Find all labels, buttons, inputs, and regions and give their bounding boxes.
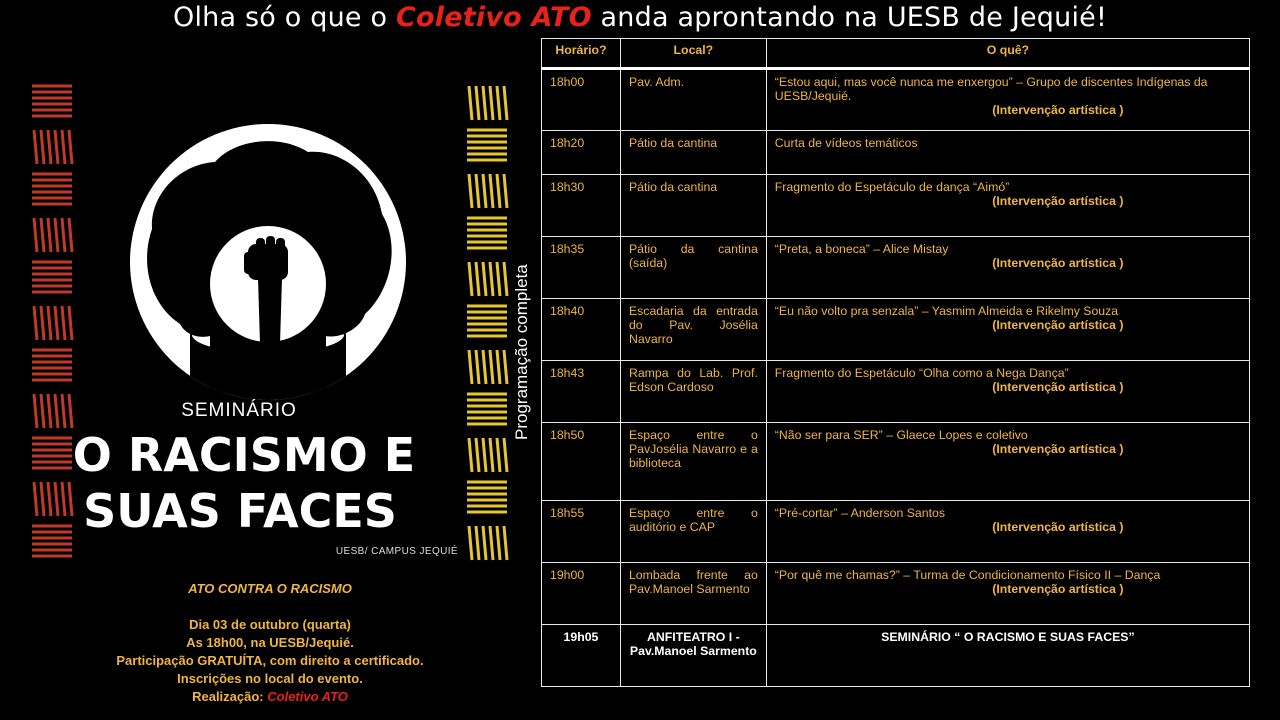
row-time: 18h35 (542, 237, 621, 299)
event-registration: Inscrições no local do evento. (177, 671, 363, 686)
row-note: (Intervenção artística ) (992, 380, 1124, 394)
stripe-dash (55, 306, 58, 340)
row-time: 18h43 (542, 361, 621, 423)
row-what (766, 501, 1249, 563)
stripe-dash (504, 86, 507, 120)
row-what-text: “Estou aqui, mas você nunca me enxergou” – Grupo de discentes Indígenas da UESB/Jequié. (774, 75, 1208, 103)
event-time: As 18h00, na UESB/Jequié. (186, 635, 354, 650)
row-time: 18h55 (542, 501, 621, 563)
row-what (766, 175, 1249, 237)
realization-brand: Coletivo ATO (267, 689, 348, 704)
stripe-dash (504, 174, 507, 208)
realization-label: Realização: (192, 689, 268, 704)
row-time: 18h40 (542, 299, 621, 361)
stripe-dash (483, 262, 486, 296)
header-place: Local? (620, 39, 766, 69)
schedule-table (541, 38, 1250, 687)
table-row-final (542, 625, 1250, 687)
row-time: 19h00 (542, 563, 621, 625)
row-note: (Intervenção artística ) (992, 194, 1124, 208)
header-what: O quê? (766, 39, 1249, 69)
stripe-dash (490, 262, 493, 296)
row-time: 18h20 (542, 131, 621, 175)
row-place: Pátio da cantina (620, 131, 766, 175)
stripe-dash (483, 174, 486, 208)
stripe-dash (34, 306, 37, 340)
row-what-text: Curta de vídeos temáticos (774, 136, 918, 150)
row-place: Escadaria da entrada do Pav. Josélia Navarro (620, 299, 766, 361)
row-what-text: “Por quê me chamas?” – Turma de Condicionamento Físico II – Dança (774, 568, 1161, 582)
table-row (542, 175, 1250, 237)
row-note: (Intervenção artística ) (992, 582, 1124, 596)
header-time: Horário? (542, 39, 621, 69)
event-date: Dia 03 de outubro (quarta) (189, 617, 351, 632)
stripe-dash (483, 86, 486, 120)
row-what-text: Fragmento do Espetáculo “Olha como a Nega Dança” (774, 366, 1069, 380)
stripe-dash (34, 218, 37, 252)
row-what (766, 131, 1249, 175)
row-note: (Intervenção artística ) (992, 103, 1124, 117)
table-row (542, 423, 1250, 501)
stripe-dash (41, 130, 44, 164)
title-brand: Coletivo ATO (396, 2, 592, 33)
stripe-dash (62, 218, 65, 252)
row-what (766, 361, 1249, 423)
seminar-poster (28, 76, 510, 572)
row-what-text: “Preta, a boneca” – Alice Mistay (774, 242, 949, 256)
event-info (60, 580, 480, 706)
stripe-dash (504, 526, 507, 560)
poster-title-line1: O RACISMO E (72, 428, 416, 482)
stripe-dash (497, 438, 500, 472)
stripe-dash (476, 174, 479, 208)
row-place: Pátio da cantina (620, 175, 766, 237)
stripe-dash (69, 218, 72, 252)
stripe-dash (497, 526, 500, 560)
row-what (766, 69, 1249, 131)
row-what (766, 423, 1249, 501)
event-realization (60, 688, 480, 706)
row-place: Lombada frente ao Pav.Manoel Sarmento (620, 563, 766, 625)
stripe-dash (497, 350, 500, 384)
table-row (542, 563, 1250, 625)
stripe-dash (476, 262, 479, 296)
row-what-text: “Eu não volto pra senzala” – Yasmim Almeida e Rikelmy Souza (774, 304, 1119, 318)
row-what: SEMINÁRIO “ O RACISMO E SUAS FACES” (766, 625, 1249, 687)
row-place: Espaço entre o PavJosélia Navarro e a biblioteca (620, 423, 766, 501)
row-time: 18h00 (542, 69, 621, 131)
schedule-header-row (542, 39, 1250, 69)
stripe-dash (48, 218, 51, 252)
stripe-dash (490, 350, 493, 384)
row-what (766, 237, 1249, 299)
stripe-dash (497, 262, 500, 296)
stripe-dash (34, 130, 37, 164)
stripe-dash (469, 350, 472, 384)
stripe-dash (41, 218, 44, 252)
stripe-dash (476, 350, 479, 384)
table-row (542, 69, 1250, 131)
row-note: (Intervenção artística ) (992, 318, 1124, 332)
row-time: 19h05 (542, 625, 621, 687)
title-text: Olha só o que o (173, 2, 397, 33)
row-note: (Intervenção artística ) (992, 520, 1124, 534)
table-row (542, 131, 1250, 175)
row-note: (Intervenção artística ) (992, 442, 1124, 456)
row-what-text: “Não ser para SER” – Glaece Lopes e coletivo (774, 428, 1028, 442)
row-time: 18h30 (542, 175, 621, 237)
stripe-dash (490, 86, 493, 120)
stripe-dash (69, 130, 72, 164)
poster-seminario-label: SEMINÁRIO (181, 400, 297, 421)
event-name: ATO CONTRA O RACISMO (188, 581, 352, 596)
stripe-dash (504, 350, 507, 384)
stripe-dash (55, 130, 58, 164)
row-place: Pav. Adm. (620, 69, 766, 131)
row-place: Pátio da cantina (saída) (620, 237, 766, 299)
stripe-dash (490, 438, 493, 472)
stripe-dash (490, 174, 493, 208)
stripe-dash (497, 86, 500, 120)
stripe-dash (62, 306, 65, 340)
row-time: 18h50 (542, 423, 621, 501)
stripe-dash (476, 86, 479, 120)
stripe-dash (48, 306, 51, 340)
event-participation: Participação GRATUÍTA, com direito a certificado. (116, 653, 424, 668)
row-what-text: “Pré-cortar” – Anderson Santos (774, 506, 945, 520)
table-row (542, 501, 1250, 563)
poster-campus: UESB/ CAMPUS JEQUIÉ (335, 546, 458, 557)
stripe-dash (483, 350, 486, 384)
table-row (542, 361, 1250, 423)
stripe-dash (490, 526, 493, 560)
stripe-dash (469, 86, 472, 120)
poster-title-line2: SUAS FACES (83, 484, 397, 538)
row-what (766, 299, 1249, 361)
stripe-dash (504, 262, 507, 296)
page-title (0, 2, 1280, 33)
stripe-dash (469, 174, 472, 208)
table-row (542, 237, 1250, 299)
row-place: Espaço entre o auditório e CAP (620, 501, 766, 563)
stripe-dash (497, 174, 500, 208)
stripe-dash (48, 130, 51, 164)
stripe-dash (41, 306, 44, 340)
row-note: (Intervenção artística ) (992, 256, 1124, 270)
stripe-dash (55, 218, 58, 252)
afro-silhouette-emblem (130, 124, 406, 400)
stripe-dash (69, 306, 72, 340)
title-text-end: anda aprontando na UESB de Jequié! (591, 2, 1107, 33)
program-vertical-label: Programação completa (512, 264, 531, 440)
stripe-dash (504, 438, 507, 472)
table-row (542, 299, 1250, 361)
row-place: ANFITEATRO I - Pav.Manoel Sarmento (620, 625, 766, 687)
row-what (766, 563, 1249, 625)
row-what-text: Fragmento do Espetáculo de dança “Aimó” (774, 180, 1010, 194)
stripe-dash (469, 262, 472, 296)
stripe-dash (483, 526, 486, 560)
stripe-dash (62, 130, 65, 164)
row-place: Rampa do Lab. Prof. Edson Cardoso (620, 361, 766, 423)
